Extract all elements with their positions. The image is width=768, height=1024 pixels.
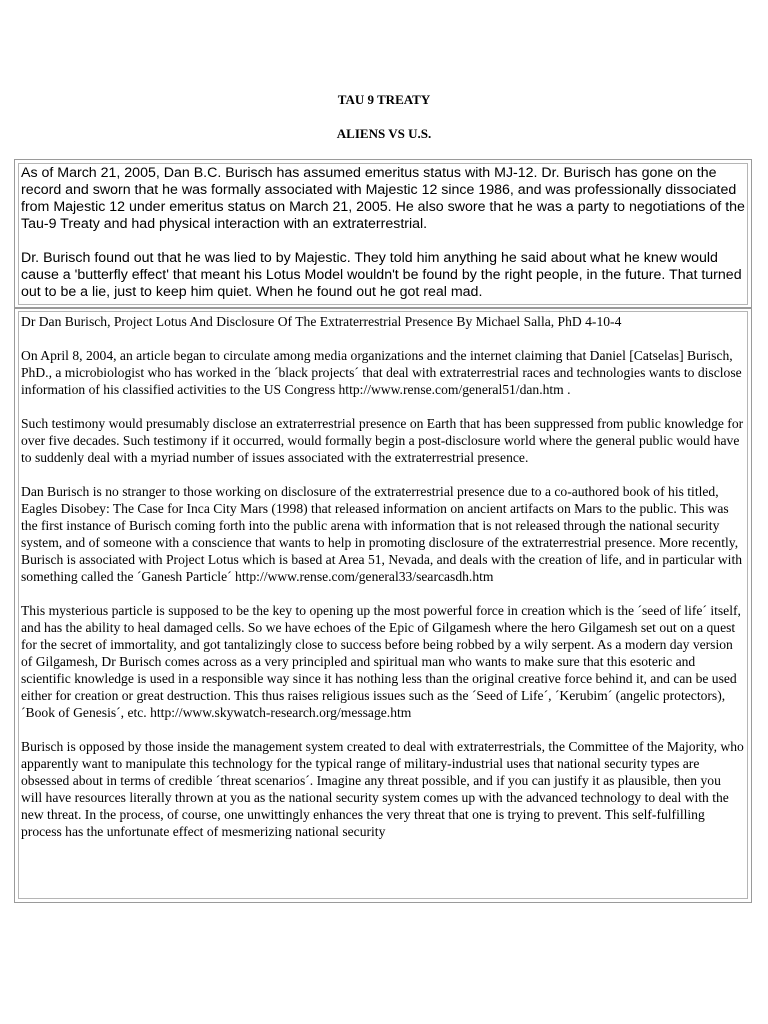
intro-box-content [18,163,748,305]
intro-paragraph-2: Dr. Burisch found out that he was lied to by Majestic. They told him anything he said about what he knew would cause a 'butterfly effect' that meant his Lotus Model wouldn't be found by the right people, in the future. That turned out to be a lie, just to keep him quiet. When he found out he got real mad. [21,250,742,300]
article-paragraph-3: Dan Burisch is no stranger to those working on disclosure of the extraterrestrial presence due to a co-authored book of his titled, Eagles Disobey: The Case for Inca City Mars (1998) that released information on ancient artifacts on Mars to the public. This was the first instance of Burisch coming forth into the public arena with information that is not released through the national security system, and of someone with a conscience that wants to help in promoting disclosure of the extraterrestrial presence. More recently, Burisch is associated with Project Lotus which is based at Area 51, Nevada, and deals with the creation of life, and in particular with something called the ´Ganesh Particle´ http://www.rense.com/general33/searcasdh.htm [21,484,743,584]
intro-paragraph-1: As of March 21, 2005, Dan B.C. Burisch has assumed emeritus status with MJ-12. Dr. Burisch has gone on the record and sworn that he was formally associated with Majestic 12 since 1986, and was professionally dissociated from Majestic 12 under emeritus status on March 21, 2005. He also swore that he was a party to negotiations of the Tau-9 Treaty and had physical interaction with an extraterrestrial. [21,165,745,232]
article-heading: Dr Dan Burisch, Project Lotus And Disclosure Of The Extraterrestrial Presence By Michael Salla, PhD 4-10-4 [21,314,622,329]
article-paragraph-1: On April 8, 2004, an article began to circulate among media organizations and the internet claiming that Daniel [Catselas] Burisch, PhD., a microbiologist who has worked in the ´black projects´ that deal with extraterrestrial races and technologies wants to disclose information of his classified activities to the US Congress http://www.rense.com/general51/dan.htm . [21,348,742,397]
article-paragraph-5: Burisch is opposed by those inside the management system created to deal with extraterrestrials, the Committee of the Majority, who apparently want to manipulate this technology for the typical range of military-industrial uses that national security types are obsessed about in terms of credible ´threat scenarios´. Imagine any threat possible, and if you can justify it as plausible, then you will have resources literally thrown at you as the national security system comes up with the advanced technology to deal with the new threat. In the process, of course, one unwittingly enhances the very threat that one is trying to prevent. This self-fulfilling process has the unfortunate effect of mesmerizing national security [21,739,744,839]
document-title: TAU 9 TREATY [337,92,431,107]
article-paragraph-4: This mysterious particle is supposed to be the key to opening up the most powerful force in creation which is the ´seed of life´ itself, and has the ability to heal damaged cells. So we have echoes of the Epic of Gilgamesh where the hero Gilgamesh set out on a quest for the secret of immortality, and got tantalizingly close to success before being robbed by a wily serpent. As a modern day version of Gilgamesh, Dr Burisch comes across as a very principled and spiritual man who wants to make sure that this esoteric and scientific knowledge is used in a responsible way since it has nothing less than the original creative force behind it, and can be used either for creation or great destruction. This thus raises religious issues such as the ´Seed of Life´, ´Kerubim´ (angelic protectors), ´Book of Genesis´, etc. http://www.skywatch-research.org/message.htm [21,603,741,720]
article-box [14,307,752,903]
document-subtitle: ALIENS VS U.S. [336,126,432,141]
intro-box [14,159,752,309]
article-paragraph-2: Such testimony would presumably disclose an extraterrestrial presence on Earth that has been suppressed from public knowledge for over five decades. Such testimony if it occurred, would formally begin a post-disclosure world where the general public would have to suddenly deal with a myriad number of issues associated with the extraterrestrial presence. [21,416,744,465]
article-box-content [18,311,748,899]
